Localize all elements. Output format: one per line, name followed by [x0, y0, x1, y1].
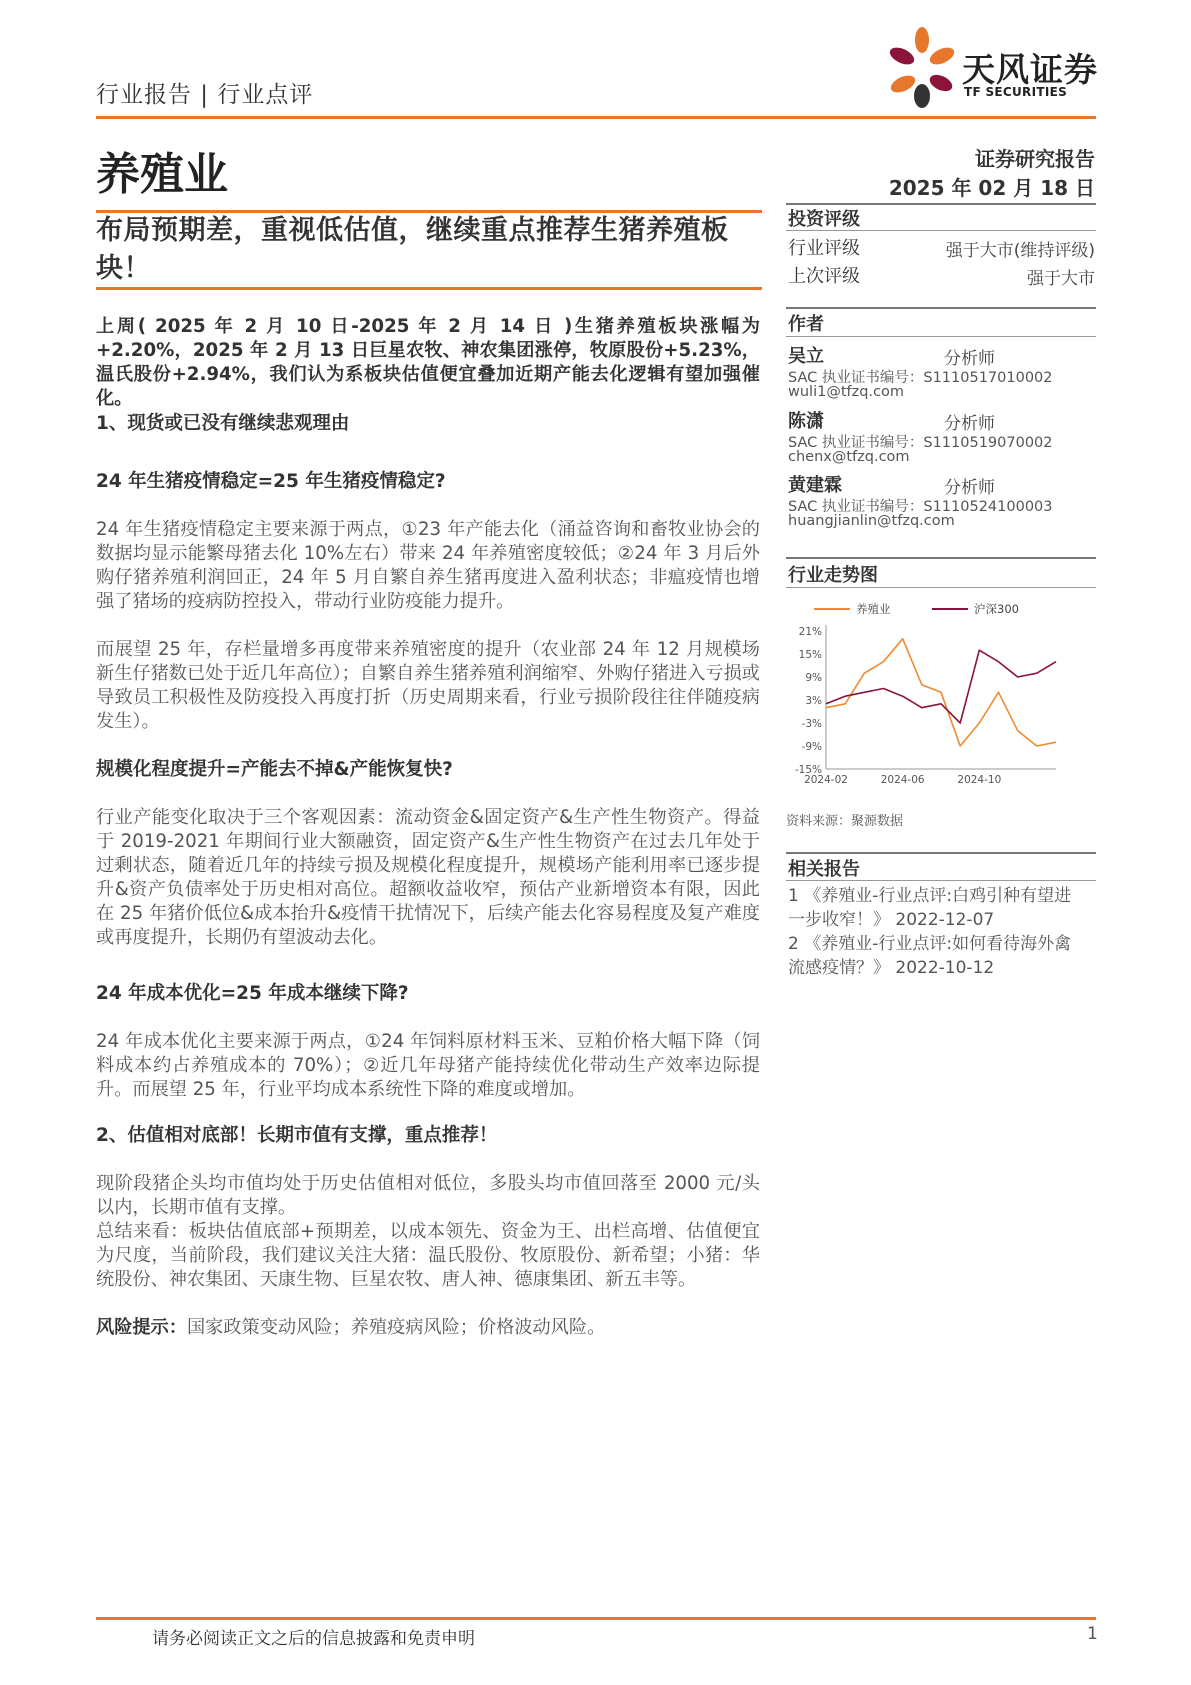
author-email[interactable]: huangjianlin@tfzq.com [788, 513, 955, 529]
author-cert: SAC 执业证书编号：S1110524100003 [788, 499, 1053, 515]
y-tick-label: 9% [805, 672, 822, 684]
author-role: 分析师 [944, 478, 995, 498]
prev-rating-value: 强于大市 [1027, 269, 1095, 289]
question-1-paragraph-1: 24 年生猪疫情稳定主要来源于两点，①23 年产能去化（涌益咨询和畜牧业协会的数据均显示能繁母猪去化 10%左右）带来 24 年养殖密度较低；②24 年 3 月后外购仔猪养殖利润回正，24 年 5 月自繁自养生猪再度进入盈利状态；非瘟疫情也增强了猪场的疫病防控投入，带动行业防疫能力提升。 [96, 519, 760, 612]
related-report-line: 2 《养殖业-行业点评:如何看待海外禽 [788, 934, 1072, 954]
y-tick-label: -3% [801, 718, 822, 730]
author-role: 分析师 [944, 414, 995, 434]
footer-disclaimer: 请务必阅读正文之后的信息披露和免责申明 [152, 1629, 475, 1649]
question-1-title: 24 年生猪疫情稳定=25 年生猪疫情稳定? [96, 471, 446, 492]
series-line-hs300 [826, 650, 1056, 723]
logo-text-cn: 天风证券 [962, 50, 1098, 89]
footer-divider [96, 1617, 1096, 1620]
y-tick-label: -15% [794, 764, 822, 776]
company-logo [886, 26, 1102, 110]
risk-label: 风险提示： [96, 1317, 187, 1338]
author-name: 吴立 [788, 346, 824, 367]
trend-sub-divider [786, 587, 1096, 588]
trend-divider [786, 557, 1096, 559]
logo-flower-icon [886, 26, 958, 110]
section-2-title: 2、估值相对底部！长期市值有支撑，重点推荐！ [96, 1125, 498, 1146]
report-type: 证券研究报告 [975, 147, 1095, 171]
section-2-paragraph-1: 现阶段猪企头均市值均处于历史估值相对低位，多股头均市值回落至 2000 元/头以内，长期市值有支撑。 [96, 1173, 760, 1218]
author-role: 分析师 [944, 349, 995, 369]
y-tick-label: 21% [798, 626, 822, 638]
author-name: 陈潇 [788, 411, 824, 432]
x-tick-label: 2024-02 [804, 774, 848, 786]
report-category: 行业报告 | 行业点评 [96, 82, 314, 108]
report-title: 布局预期差，重视低估值，继续重点推荐生猪养殖板块！ [96, 215, 729, 284]
authors-title: 作者 [788, 314, 824, 335]
legend-label: 沪深300 [974, 602, 1019, 616]
related-sub-divider [786, 880, 1096, 881]
question-3-paragraph-1: 24 年成本优化主要来源于两点，①24 年饲料原材料玉米、豆粕价格大幅下降（饲料成本约占养殖成本的 70%）；②近几年母猪产能持续优化带动生产效率边际提升。而展望 25 年，行业平均成本系统性下降的难度或增加。 [96, 1031, 760, 1100]
report-date: 2025 年 02 月 18 日 [888, 176, 1095, 200]
page-number: 1 [1087, 1624, 1098, 1644]
lead-paragraph: 上周( 2025 年 2 月 10 日-2025 年 2 月 14 日 )生猪养殖板块涨幅为+2.20%，2025 年 2 月 13 日巨星农牧、神农集团涨停，牧原股份+5.23%，温氏股份+2.94%，我们认为系板块估值便宜叠加近期产能去化逻辑有望加强催化。 [96, 316, 760, 409]
industry-trend-chart [786, 593, 1096, 793]
prev-rating-label: 上次评级 [788, 266, 860, 287]
logo-text-en: TF SECURITIES [964, 85, 1068, 99]
related-report-line: 1 《养殖业-行业点评:白鸡引种有望进 [788, 886, 1072, 906]
risk-text: 国家政策变动风险；养殖疫病风险；价格波动风险。 [186, 1317, 606, 1338]
y-tick-label: 3% [805, 695, 822, 707]
question-1-paragraph-2: 而展望 25 年，存栏量增多再度带来养殖密度的提升（农业部 24 年 12 月规模场新生仔猪数已处于近几年高位）；自繁自养生猪养殖利润缩窄、外购仔猪进入亏损或导致员工积极性及防疫投入再度打折（历史周期来看，行业亏损阶段往往伴随疫病发生）。 [96, 639, 760, 732]
industry-rating-label: 行业评级 [788, 238, 860, 259]
industry-name: 养殖业 [96, 149, 228, 200]
title-bottom-divider [96, 287, 762, 290]
related-divider [786, 852, 1096, 854]
author-email[interactable]: chenx@tfzq.com [788, 449, 910, 465]
question-3-title: 24 年成本优化=25 年成本继续下降? [96, 983, 409, 1004]
related-report-2[interactable] [788, 932, 1071, 980]
y-tick-label: 15% [798, 649, 822, 661]
section-1-title: 1、现货或已没有继续悲观理由 [96, 413, 350, 434]
author-cert: SAC 执业证书编号：S1110519070002 [788, 435, 1053, 451]
rating-title: 投资评级 [788, 209, 860, 230]
header-divider [96, 116, 1096, 119]
authors-sub-divider [786, 336, 1096, 337]
legend-label: 养殖业 [856, 602, 891, 616]
author-name: 黄建霖 [788, 475, 842, 496]
chart-source: 资料来源：聚源数据 [786, 814, 904, 829]
x-tick-label: 2024-06 [880, 774, 925, 786]
industry-rating-value: 强于大市(维持评级) [945, 241, 1095, 261]
section-2-paragraph-2: 总结来看：板块估值底部+预期差，以成本领先、资金为王、出栏高增、估值便宜为尺度，当前阶段，我们建议关注大猪：温氏股份、牧原股份、新希望；小猪：华统股份、神农集团、天康生物、巨星农牧、唐人神、德康集团、新五丰等。 [96, 1221, 760, 1290]
related-report-line: 流感疫情？》 2022-10-12 [788, 958, 995, 978]
authors-divider [786, 307, 1096, 309]
related-title: 相关报告 [788, 859, 860, 880]
risk-warning [96, 1316, 760, 1340]
rating-sub-divider [786, 230, 1096, 231]
trend-title: 行业走势图 [788, 565, 878, 586]
related-report-1[interactable] [788, 884, 1071, 932]
related-report-line: 一步收窄！》 2022-12-07 [788, 910, 995, 930]
question-2-paragraph-1: 行业产能变化取决于三个客观因素：流动资金&固定资产&生产性生物资产。得益于 2019-2021 年期间行业大额融资，固定资产&生产性生物资产在过去几年处于过剩状态，随着近几年的持续亏损及规模化程度提升，规模场产能利用率已逐步提升&资产负债率处于历史相对高位。超额收益收窄，预估产业新增资本有限，因此在 25 年猪价低位&成本抬升&疫情干扰情况下，后续产能去化容易程度及复产难度或再度提升，长期仍有望波动去化。 [96, 807, 760, 948]
y-tick-label: -9% [801, 741, 822, 753]
x-tick-label: 2024-10 [957, 774, 1002, 786]
question-2-title: 规模化程度提升=产能去不掉&产能恢复快? [96, 759, 453, 780]
author-email[interactable]: wuli1@tfzq.com [788, 384, 905, 400]
author-cert: SAC 执业证书编号：S1110517010002 [788, 370, 1053, 386]
trend-chart-svg [786, 593, 1096, 793]
